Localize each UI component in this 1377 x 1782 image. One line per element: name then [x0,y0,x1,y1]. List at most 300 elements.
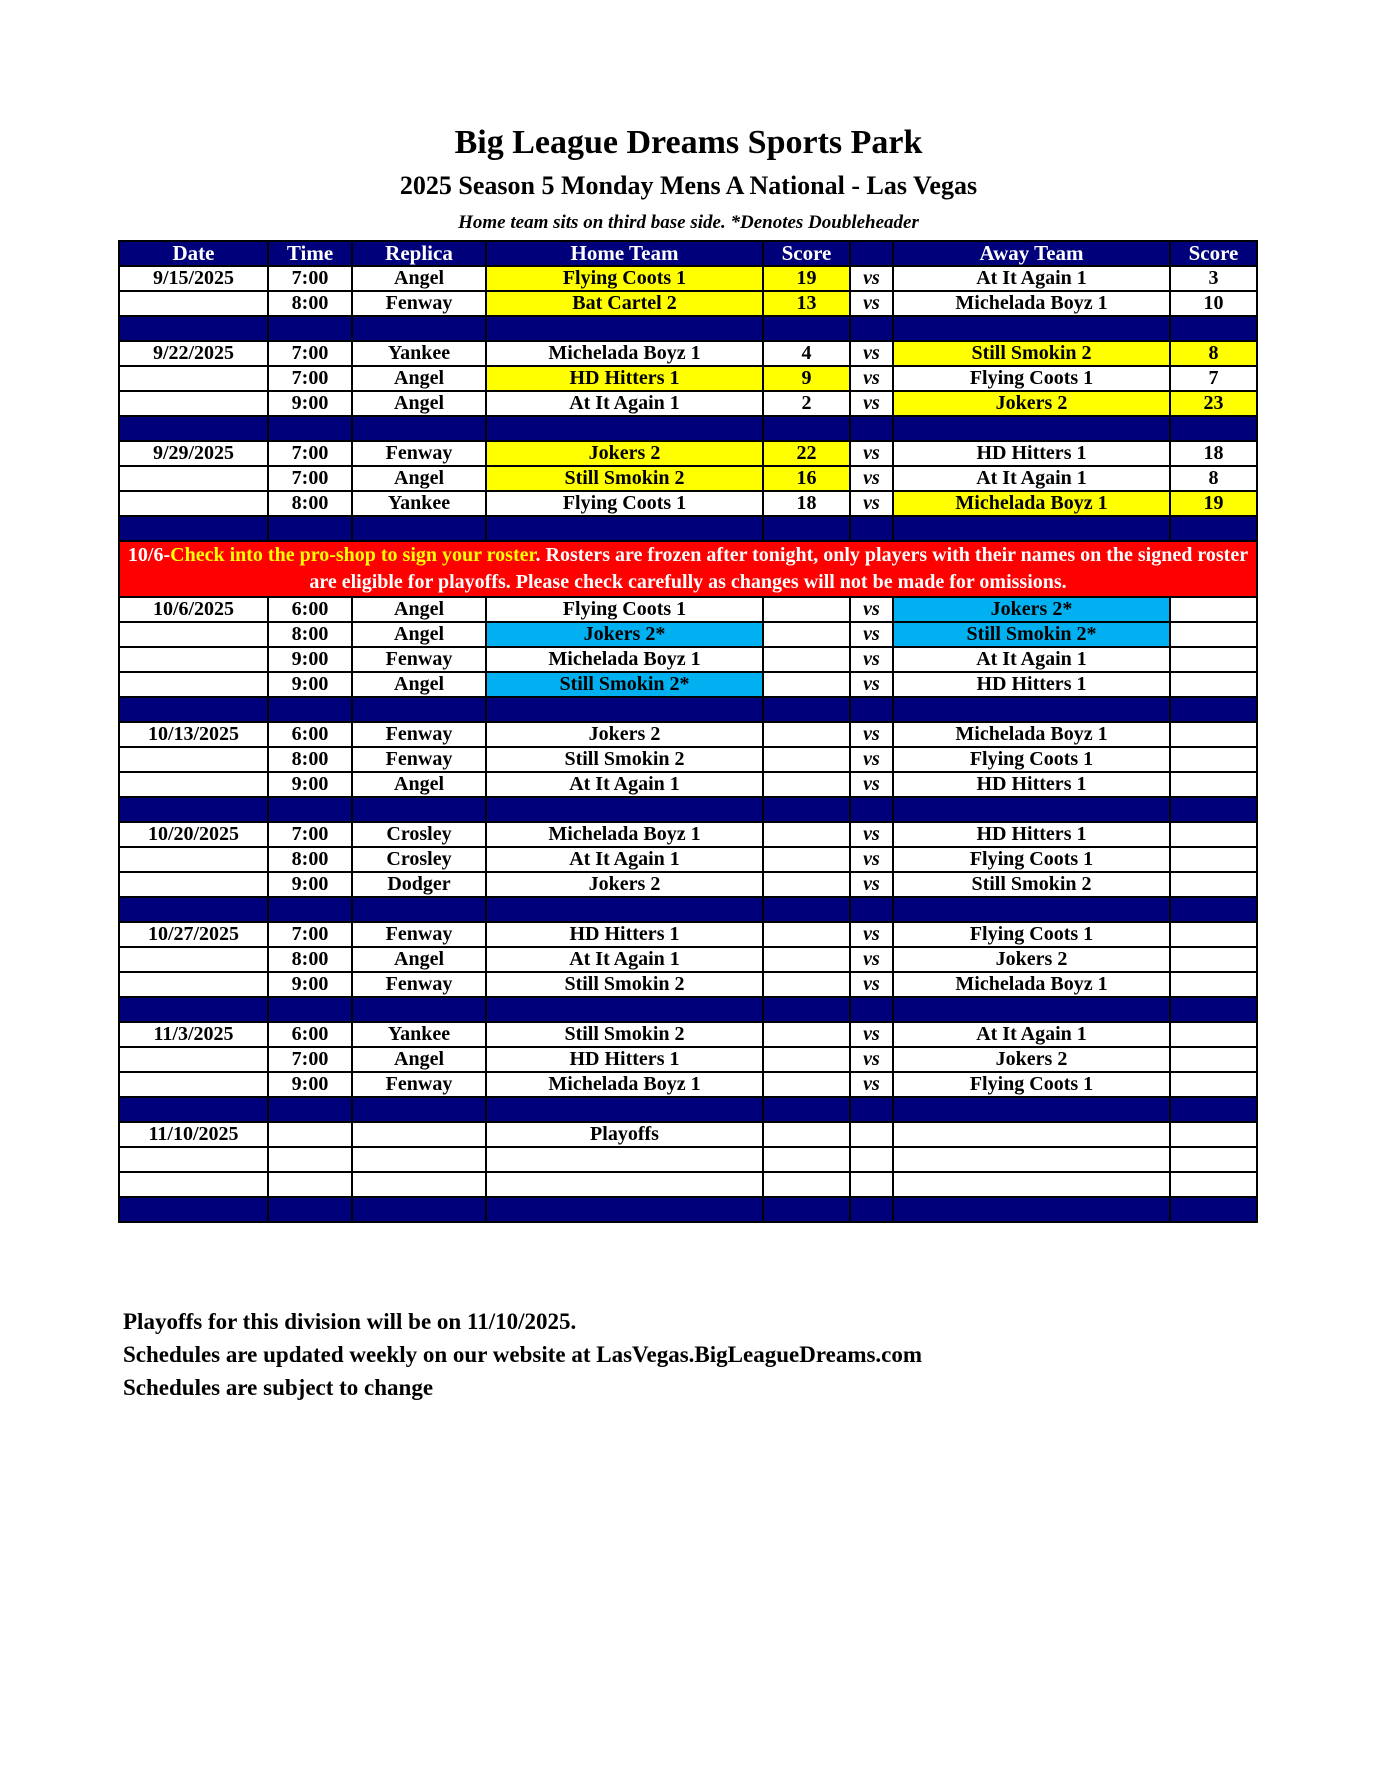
separator-cell [763,316,850,341]
home-score-cell [763,747,850,772]
away-score-cell: 10 [1170,291,1257,316]
separator-cell [763,516,850,541]
separator-cell [352,797,486,822]
home-score-cell [763,1172,850,1197]
table-row [119,972,1257,997]
away-team-cell: Michelada Boyz 1 [893,291,1170,316]
away-score-cell [1170,872,1257,897]
table-row [119,366,1257,391]
separator-cell [850,897,893,922]
vs-cell: vs [850,366,893,391]
separator-cell [893,316,1170,341]
separator-cell [119,1197,268,1222]
separator-row [119,997,1257,1022]
separator-row [119,697,1257,722]
vs-cell: vs [850,647,893,672]
home-score-cell [763,622,850,647]
home-score-cell [763,947,850,972]
time-cell: 9:00 [268,647,352,672]
vs-cell: vs [850,1022,893,1047]
home-team-cell: At It Again 1 [486,947,763,972]
time-cell: 8:00 [268,947,352,972]
footer-disclaimer: Schedules are subject to change [123,1375,434,1400]
home-team-cell [486,1172,763,1197]
away-score-cell [1170,847,1257,872]
separator-cell [1170,516,1257,541]
page-title: Big League Dreams Sports Park [454,124,923,161]
date-cell [119,1072,268,1097]
away-score-cell [1170,947,1257,972]
time-cell: 8:00 [268,622,352,647]
table-row [119,1047,1257,1072]
separator-cell [352,516,486,541]
separator-cell [268,416,352,441]
col-header-away-team: Away Team [893,241,1170,266]
date-cell: 10/6/2025 [119,597,268,622]
replica-cell [352,1147,486,1172]
separator-cell [763,416,850,441]
replica-cell: Crosley [352,822,486,847]
schedule-body [119,266,1257,1222]
home-team-cell: Jokers 2 [486,872,763,897]
date-cell [119,366,268,391]
separator-row [119,1197,1257,1222]
table-row [119,722,1257,747]
time-cell: 9:00 [268,1072,352,1097]
time-cell [268,1122,352,1147]
away-score-cell: 19 [1170,491,1257,516]
separator-cell [268,697,352,722]
table-row [119,597,1257,622]
home-team-cell: Michelada Boyz 1 [486,341,763,366]
separator-cell [893,416,1170,441]
notice-prefix: 10/6- [127,544,171,566]
replica-cell: Fenway [352,1072,486,1097]
home-team-cell: Jokers 2 [486,722,763,747]
separator-cell [268,1097,352,1122]
replica-cell: Fenway [352,922,486,947]
replica-cell: Angel [352,672,486,697]
separator-row [119,516,1257,541]
away-team-cell: Jokers 2* [893,597,1170,622]
table-row [119,872,1257,897]
separator-cell [486,797,763,822]
separator-cell [119,1097,268,1122]
home-team-cell: At It Again 1 [486,847,763,872]
date-cell: 10/20/2025 [119,822,268,847]
time-cell: 6:00 [268,597,352,622]
home-team-cell: At It Again 1 [486,772,763,797]
separator-cell [486,997,763,1022]
vs-cell: vs [850,266,893,291]
home-team-cell: Michelada Boyz 1 [486,1072,763,1097]
separator-cell [850,416,893,441]
time-cell: 8:00 [268,491,352,516]
away-score-cell [1170,622,1257,647]
vs-cell: vs [850,466,893,491]
away-score-cell [1170,1072,1257,1097]
away-score-cell: 8 [1170,341,1257,366]
separator-cell [893,697,1170,722]
vs-cell: vs [850,622,893,647]
vs-cell: vs [850,672,893,697]
replica-cell: Angel [352,597,486,622]
away-score-cell [1170,1047,1257,1072]
table-row [119,672,1257,697]
replica-cell: Angel [352,466,486,491]
time-cell: 7:00 [268,441,352,466]
replica-cell: Angel [352,622,486,647]
away-team-cell: HD Hitters 1 [893,672,1170,697]
separator-cell [893,797,1170,822]
table-row [119,466,1257,491]
separator-cell [486,697,763,722]
table-row [119,491,1257,516]
separator-row [119,416,1257,441]
away-team-cell: Flying Coots 1 [893,922,1170,947]
col-header-time: Time [268,241,352,266]
separator-cell [352,1097,486,1122]
notice-highlight: Check into the pro-shop to sign your roster [170,544,536,566]
separator-cell [352,697,486,722]
col-header-replica: Replica [352,241,486,266]
separator-cell [486,1097,763,1122]
vs-cell: vs [850,847,893,872]
away-team-cell: At It Again 1 [893,1022,1170,1047]
home-team-cell [486,1147,763,1172]
vs-cell [850,1147,893,1172]
separator-cell [893,897,1170,922]
date-cell [119,847,268,872]
separator-cell [850,316,893,341]
table-row [119,1172,1257,1197]
home-score-cell [763,1072,850,1097]
separator-cell [119,997,268,1022]
home-score-cell [763,822,850,847]
table-row [119,341,1257,366]
table-row [119,622,1257,647]
separator-row [119,316,1257,341]
away-score-cell: 8 [1170,466,1257,491]
away-score-cell [1170,747,1257,772]
away-score-cell: 23 [1170,391,1257,416]
date-cell [119,391,268,416]
date-cell [119,491,268,516]
home-team-cell: Still Smokin 2 [486,747,763,772]
separator-cell [850,697,893,722]
vs-cell: vs [850,291,893,316]
table-row [119,266,1257,291]
time-cell: 9:00 [268,972,352,997]
table-row [119,947,1257,972]
time-cell: 6:00 [268,722,352,747]
separator-cell [850,1197,893,1222]
date-cell: 11/10/2025 [119,1122,268,1147]
vs-cell: vs [850,822,893,847]
home-team-cell: Michelada Boyz 1 [486,647,763,672]
replica-cell [352,1172,486,1197]
home-score-cell [763,972,850,997]
replica-cell: Fenway [352,747,486,772]
home-score-cell [763,847,850,872]
away-team-cell [893,1147,1170,1172]
vs-cell: vs [850,722,893,747]
date-cell [119,672,268,697]
table-row [119,1147,1257,1172]
home-score-cell: 16 [763,466,850,491]
time-cell [268,1147,352,1172]
home-team-cell: Jokers 2* [486,622,763,647]
away-team-cell: Michelada Boyz 1 [893,491,1170,516]
away-team-cell: Still Smokin 2 [893,341,1170,366]
time-cell: 7:00 [268,366,352,391]
col-header-away-score: Score [1170,241,1257,266]
table-row [119,391,1257,416]
separator-row [119,1097,1257,1122]
separator-cell [352,897,486,922]
separator-cell [850,797,893,822]
time-cell [268,1172,352,1197]
home-team-cell: HD Hitters 1 [486,1047,763,1072]
away-score-cell [1170,1172,1257,1197]
away-team-cell: HD Hitters 1 [893,772,1170,797]
table-row [119,647,1257,672]
vs-cell: vs [850,1047,893,1072]
roster-notice-row [119,541,1257,597]
separator-cell [486,516,763,541]
replica-cell: Fenway [352,722,486,747]
away-team-cell: Jokers 2 [893,1047,1170,1072]
table-row [119,441,1257,466]
separator-cell [352,997,486,1022]
separator-cell [1170,697,1257,722]
page-note: Home team sits on third base side. *Denotes Doubleheader [458,212,919,233]
replica-cell: Dodger [352,872,486,897]
home-score-cell [763,922,850,947]
separator-cell [268,1197,352,1222]
separator-cell [763,697,850,722]
home-score-cell [763,1147,850,1172]
separator-cell [486,1197,763,1222]
time-cell: 7:00 [268,341,352,366]
separator-cell [119,516,268,541]
separator-cell [119,797,268,822]
replica-cell: Yankee [352,491,486,516]
time-cell: 7:00 [268,266,352,291]
home-score-cell: 22 [763,441,850,466]
replica-cell [352,1122,486,1147]
separator-cell [486,416,763,441]
away-score-cell [1170,1022,1257,1047]
away-team-cell: At It Again 1 [893,466,1170,491]
replica-cell: Angel [352,947,486,972]
separator-cell [893,516,1170,541]
away-team-cell [893,1172,1170,1197]
replica-cell: Angel [352,366,486,391]
date-cell [119,1047,268,1072]
separator-cell [352,1197,486,1222]
away-team-cell: Still Smokin 2* [893,622,1170,647]
date-cell [119,872,268,897]
vs-cell: vs [850,1072,893,1097]
separator-cell [268,897,352,922]
date-cell: 9/29/2025 [119,441,268,466]
home-team-cell: At It Again 1 [486,391,763,416]
away-team-cell: At It Again 1 [893,647,1170,672]
home-score-cell: 19 [763,266,850,291]
time-cell: 9:00 [268,872,352,897]
date-cell [119,947,268,972]
home-team-cell: Still Smokin 2 [486,972,763,997]
separator-cell [1170,897,1257,922]
footer-playoffs: Playoffs for this division will be on 11/10/2025. [123,1309,577,1334]
home-score-cell [763,647,850,672]
separator-cell [119,416,268,441]
table-header-row [119,241,1257,266]
home-score-cell [763,1022,850,1047]
separator-cell [763,797,850,822]
time-cell: 7:00 [268,466,352,491]
table-row [119,1022,1257,1047]
separator-cell [1170,1097,1257,1122]
replica-cell: Yankee [352,1022,486,1047]
replica-cell: Yankee [352,341,486,366]
date-cell [119,972,268,997]
home-score-cell: 13 [763,291,850,316]
home-team-cell: Flying Coots 1 [486,597,763,622]
date-cell: 9/15/2025 [119,266,268,291]
separator-cell [352,416,486,441]
replica-cell: Fenway [352,291,486,316]
time-cell: 8:00 [268,847,352,872]
date-cell [119,1172,268,1197]
vs-cell: vs [850,391,893,416]
date-cell [119,466,268,491]
away-score-cell: 18 [1170,441,1257,466]
table-row [119,922,1257,947]
time-cell: 9:00 [268,672,352,697]
away-team-cell: Michelada Boyz 1 [893,972,1170,997]
replica-cell: Fenway [352,441,486,466]
vs-cell [850,1122,893,1147]
away-score-cell [1170,972,1257,997]
away-team-cell: Flying Coots 1 [893,1072,1170,1097]
home-team-cell: Jokers 2 [486,441,763,466]
date-cell: 10/27/2025 [119,922,268,947]
table-row [119,772,1257,797]
vs-cell: vs [850,947,893,972]
separator-cell [893,1097,1170,1122]
footer-website: Schedules are updated weekly on our website at LasVegas.BigLeagueDreams.com [123,1342,923,1367]
home-team-cell: Playoffs [486,1122,763,1147]
separator-cell [850,1097,893,1122]
vs-cell: vs [850,922,893,947]
table-row [119,1072,1257,1097]
separator-cell [1170,797,1257,822]
col-header-date: Date [119,241,268,266]
away-team-cell: Still Smokin 2 [893,872,1170,897]
separator-cell [893,1197,1170,1222]
away-team-cell: Michelada Boyz 1 [893,722,1170,747]
home-team-cell: Bat Cartel 2 [486,291,763,316]
home-score-cell: 18 [763,491,850,516]
separator-cell [1170,997,1257,1022]
away-score-cell [1170,772,1257,797]
away-team-cell [893,1122,1170,1147]
separator-cell [268,516,352,541]
separator-cell [763,1097,850,1122]
separator-cell [352,316,486,341]
away-score-cell [1170,822,1257,847]
separator-cell [763,897,850,922]
separator-row [119,797,1257,822]
away-score-cell [1170,1147,1257,1172]
separator-cell [1170,316,1257,341]
separator-cell [1170,416,1257,441]
away-score-cell [1170,672,1257,697]
away-score-cell: 7 [1170,366,1257,391]
table-row [119,1122,1257,1147]
time-cell: 8:00 [268,747,352,772]
time-cell: 9:00 [268,391,352,416]
replica-cell: Fenway [352,647,486,672]
schedule-table [118,240,1258,1223]
away-team-cell: Flying Coots 1 [893,366,1170,391]
table-row [119,822,1257,847]
home-score-cell [763,772,850,797]
home-team-cell: HD Hitters 1 [486,366,763,391]
replica-cell: Crosley [352,847,486,872]
home-score-cell [763,597,850,622]
away-team-cell: Flying Coots 1 [893,847,1170,872]
separator-cell [486,316,763,341]
home-team-cell: Flying Coots 1 [486,266,763,291]
home-team-cell: Flying Coots 1 [486,491,763,516]
separator-cell [486,897,763,922]
replica-cell: Angel [352,266,486,291]
home-score-cell [763,872,850,897]
separator-cell [763,997,850,1022]
separator-cell [1170,1197,1257,1222]
date-cell: 9/22/2025 [119,341,268,366]
home-team-cell: HD Hitters 1 [486,922,763,947]
home-score-cell [763,1047,850,1072]
separator-cell [268,316,352,341]
time-cell: 8:00 [268,291,352,316]
page-subtitle: 2025 Season 5 Monday Mens A National - Las Vegas [399,171,978,200]
home-score-cell: 4 [763,341,850,366]
table-row [119,291,1257,316]
time-cell: 6:00 [268,1022,352,1047]
home-team-cell: Still Smokin 2* [486,672,763,697]
separator-cell [850,516,893,541]
time-cell: 7:00 [268,1047,352,1072]
vs-cell: vs [850,341,893,366]
date-cell [119,1147,268,1172]
away-team-cell: Flying Coots 1 [893,747,1170,772]
date-cell [119,291,268,316]
vs-cell [850,1172,893,1197]
vs-cell: vs [850,872,893,897]
col-header-vs [850,241,893,266]
date-cell: 10/13/2025 [119,722,268,747]
date-cell: 11/3/2025 [119,1022,268,1047]
time-cell: 7:00 [268,822,352,847]
replica-cell: Angel [352,1047,486,1072]
separator-cell [893,997,1170,1022]
separator-row [119,897,1257,922]
vs-cell: vs [850,972,893,997]
